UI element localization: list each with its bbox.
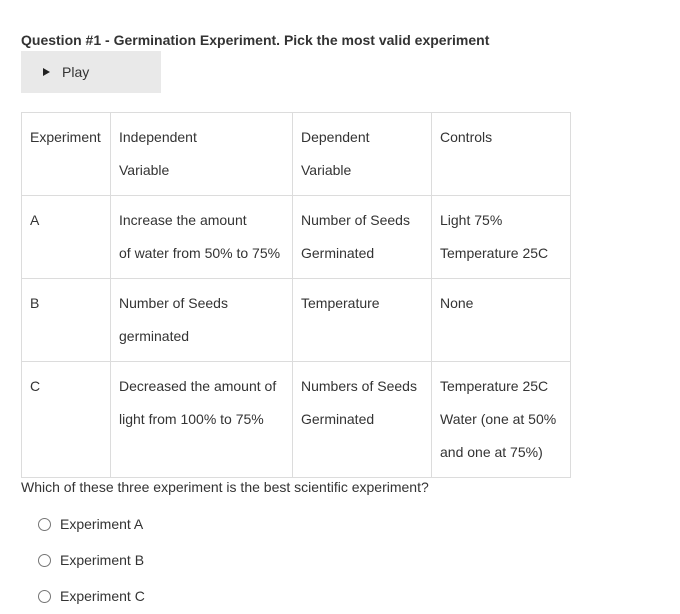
table-cell: [293, 362, 432, 478]
cell-text: Increase the amount: [119, 212, 247, 228]
table-row-experiment-a: [22, 196, 571, 279]
cell-text: Temperature 25C: [440, 245, 549, 261]
cell-text: light from 100% to 75%: [119, 411, 264, 427]
header-cell-independent-variable: [111, 113, 293, 196]
question-prompt: Which of these three experiment is the best scientific experiment?: [21, 479, 429, 495]
table-row-experiment-c: [22, 362, 571, 478]
option-experiment-c[interactable]: [38, 588, 145, 604]
table-cell: [293, 279, 432, 362]
header-text: Experiment: [30, 129, 101, 145]
cell-text: Water (one at 50%: [440, 411, 557, 427]
cell-text: Germinated: [301, 411, 375, 427]
option-label[interactable]: Experiment C: [60, 588, 145, 604]
table-cell: [293, 196, 432, 279]
table-cell: [111, 196, 293, 279]
header-text: Variable: [301, 162, 352, 178]
table-cell: [432, 279, 571, 362]
play-icon: [43, 68, 50, 76]
table-cell: [22, 279, 111, 362]
table-cell: [22, 362, 111, 478]
table-cell: [432, 196, 571, 279]
cell-text: Germinated: [301, 245, 375, 261]
play-button[interactable]: [21, 51, 161, 93]
radio-button[interactable]: [38, 518, 51, 531]
option-experiment-a[interactable]: [38, 516, 143, 532]
question-title: Question #1 - Germination Experiment. Pick the most valid experiment: [21, 32, 490, 48]
cell-text: and one at 75%): [440, 444, 543, 460]
header-cell-experiment: [22, 113, 111, 196]
cell-text: Number of Seeds: [119, 295, 228, 311]
option-experiment-b[interactable]: [38, 552, 144, 568]
experiment-table: [21, 112, 571, 478]
table-cell: [111, 279, 293, 362]
table-header-row: [22, 113, 571, 196]
cell-text: C: [30, 378, 41, 394]
cell-text: germinated: [119, 328, 190, 344]
table-cell: [111, 362, 293, 478]
table-cell: [22, 196, 111, 279]
radio-button[interactable]: [38, 554, 51, 567]
cell-text: Numbers of Seeds: [301, 378, 417, 394]
table-row-experiment-b: [22, 279, 571, 362]
header-text: Controls: [440, 129, 493, 145]
option-label[interactable]: Experiment B: [60, 552, 145, 568]
cell-text: B: [30, 295, 40, 311]
option-label[interactable]: Experiment A: [60, 516, 144, 532]
cell-text: of water from 50% to 75%: [119, 245, 281, 261]
header-text: Variable: [119, 162, 170, 178]
cell-text: Light 75%: [440, 212, 503, 228]
header-text: Independent: [119, 129, 197, 145]
cell-text: Temperature: [301, 295, 380, 311]
play-label: Play: [62, 64, 90, 80]
cell-text: Number of Seeds: [301, 212, 410, 228]
cell-text: Decreased the amount of: [119, 378, 277, 394]
header-text: Dependent: [301, 129, 370, 145]
header-cell-dependent-variable: [293, 113, 432, 196]
cell-text: A: [30, 212, 40, 228]
cell-text: Temperature 25C: [440, 378, 549, 394]
cell-text: None: [440, 295, 474, 311]
header-cell-controls: [432, 113, 571, 196]
radio-button[interactable]: [38, 590, 51, 603]
table-cell: [432, 362, 571, 478]
